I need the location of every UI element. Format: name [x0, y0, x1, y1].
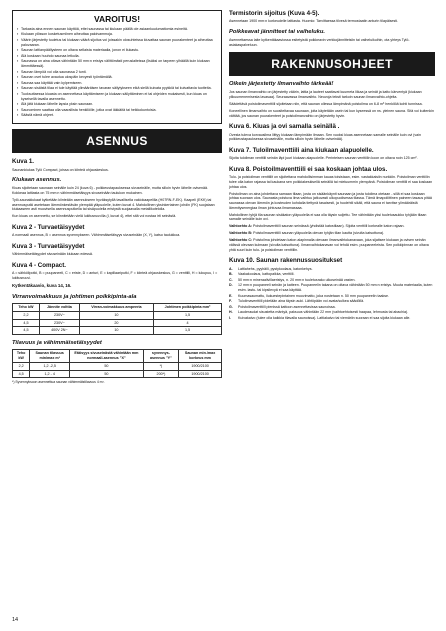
wire-table-title: Virranvoimakkuus ja johtimen poikkipinta-ala: [12, 293, 137, 300]
table-cell: 400V 2N~: [39, 327, 79, 335]
alternative-b: [229, 231, 435, 236]
kuva8-p3: Mahdollinen tyhjä tila saunan sisäkaton yläpuolella ei saa olla täysin suljettu. Tee vähintään yksi tuuletusaukko tyhjään tilaan samalle seinälle kuin ovi.: [229, 212, 427, 222]
ilmanvaihto-heading: Oikein järjestetty ilmanvaihto tärkeää!: [229, 81, 334, 88]
warning-item: ▪ Saunassa on aina oltava vähintään 50 mm:n eristys välittömästi peruslaiteissa (lisäksi on tarpeen ylhäällä kuin kiukaan lämmittäessä).: [17, 59, 217, 68]
item-letter: E.: [229, 293, 233, 298]
item-letter: D.: [229, 283, 233, 288]
wiring-diagram-ref: Kytkentäkaavio, kuva 14, 16.: [12, 283, 72, 289]
table-cell: 4,5: [13, 327, 40, 335]
item-letter: F.: [229, 299, 232, 304]
kuva7-heading: Kuva 7. Tuloilmaventtiili aina kiukaan alapuolelle.: [229, 146, 374, 154]
kiukaan-asennus-p1: Kiuas sijoitetaan saunaan seinälle kuin 24 (kuva 6) - poikkeustapauksessa sivuseinälle, mutta silloin hyvin lähelle ovisenää. Kokkeaa lattiasta on 75 mm:n vähimmäisetäisyys sivuseinään taulukon mukainen.: [12, 186, 208, 195]
item-text: Poistoilmaventtiili pienissä kattoon asennettavissa saunoissa.: [238, 304, 336, 309]
table-cell: 230V~: [39, 311, 79, 319]
column-header: Johtimen poikkipinta mm²: [154, 304, 222, 312]
column-header: Etäisyys sivuseinästä vähintään mm normaali-asennus "X": [70, 350, 144, 362]
termistor-heading: Termistorin sijoitus (Kuva 4-5).: [229, 10, 320, 17]
warning-title: VAROITUS!: [93, 14, 141, 24]
ilmanvaihto-p2: Säädettävä poistoilmaventtiili sijoitetaan niin, että saunan ollessa lämpimänä poistoilma on 6-8 m³ henkilöä kohti tunnissa.: [229, 102, 423, 107]
kuva6-text: Ovesta tuleva korvausilma liittyy kiukaan lämpimään ilmaan. Sen vuoksi kiuas asennetaan samalle seinälle kuin ovi (vain poikkeustapauksessa sivuseinälle, mutta silloin hyvin lähelle oviseinää).: [229, 132, 421, 142]
table-cell: 1,2 - 4: [30, 370, 70, 378]
kuva2-heading: Kuva 2 - Turvaetäisyydet: [12, 223, 85, 231]
item-letter: H.: [229, 310, 233, 315]
alternative-a-label: Vaihtoehto A:: [229, 224, 253, 229]
space-table-footnote: *) Syvennyksoon asennettua saunan vähimmäistilavuus 4 m³.: [12, 380, 105, 385]
kuva1-text: Saunankiukas Tylö Compact, joissa on kiinteä ohjauskeskus.: [12, 167, 109, 172]
warning-item: ▪ Älä jätä kiukaan lähelle lapsia yksin saunaan.: [17, 102, 217, 107]
alternative-b-text: Poistoilmaventtiili saunan yläpuolella olevan tyhjän tilan kautta (sivulta katsottuna).: [253, 231, 385, 236]
table-cell: 10: [79, 327, 153, 335]
list-item: [229, 305, 435, 310]
column-header: Teho kW: [13, 304, 40, 312]
alternative-c: [229, 238, 435, 252]
warning-item: ▪ Saunan ovet tulee avautua ulospäin kevyesti työntämällä.: [17, 75, 217, 80]
recommendations-list: [229, 267, 435, 321]
warning-item: ▪ Väärin järjestetty tuuletus tai kiukaan väärä sijoitus voi joissakin olosuhteissa kiuvattaa saunan puurakenteet ja aiheuttaa palovaaran.: [17, 38, 217, 47]
list-item: [229, 283, 435, 292]
table-row: [13, 319, 222, 327]
kiukaan-asennus-p2: Tylö-saunakiukaat kytketään kiinteään asennukseen hyväksytyllä tavallisella vakiokaapelilla (H07RN-F-EK). Kaapeli (EKK) tai asennusputki asetetaan lämmönkestävän ylempää yläpuolelle, kuten kuvat 4. Mahdollinen yksinkertainen johdin (FK) suojataan kiukaaseen asti muovisella asennusputkella tai sisäpuolella eristystä suojaavalla metallikotelolla.: [12, 197, 215, 212]
ilmanvaihto-p1: Jos saunan ilmanvaihto on järjestetty väärin, lattia ja lauteet saattavat kuumeta liikaa ja seinät ja katto kärventyä (kiukaan ylikuumenemisesta lavasaa). Seuraavassa ilmanvaihto. Neuvoja teksti tarkoin saunan ilmanvaihto-ohjeita.: [229, 90, 422, 99]
table-cell: 50: [70, 370, 144, 378]
alternative-b-label: Vaihtoehto B:: [229, 231, 253, 236]
kiukaan-asennus-p3: Kun kiuas on asennettu, se kiinnitetään vielä lukitusruuvilla (l, kuvat 4), ettei sitä voi nostaa irti seinästä.: [12, 214, 177, 219]
table-cell: *): [143, 362, 179, 370]
item-letter: I.: [229, 316, 231, 321]
warning-item: ▪ Saunan lattianpäällysteen on oltava sellaista materiaalia, jonon ei liukastu.: [17, 48, 217, 53]
column-header: Jännite volttia: [39, 304, 79, 312]
termistor-text: Asennetaan 1900 mm:n korkeudelle lattiasta. Huomio: Tarvittaessa tilvesä termostaatin anturin tilapäisesti.: [229, 19, 399, 24]
table-header-row: [13, 304, 222, 312]
warning-item: ▪ Saunan lämpöä voi olla saunassa 2 tunti.: [17, 70, 217, 75]
alternative-a: [229, 224, 435, 229]
item-letter: G.: [229, 304, 233, 309]
table-cell: 2,2: [13, 311, 40, 319]
item-text: Vaakakoolaus, kattopaikka, venttiili.: [238, 272, 295, 277]
kuva4-heading: Kuva 4 - Compact.: [12, 261, 66, 269]
table-row: [13, 370, 222, 378]
list-item: [229, 299, 435, 304]
list-item: [229, 267, 435, 272]
table-cell: 1,5: [154, 327, 222, 335]
item-letter: A.: [229, 266, 233, 271]
table-cell: 20: [79, 319, 153, 327]
column-header: Teho kW: [13, 350, 30, 362]
warning-item: ▪ Saunaa saa käyttää vain kylpemiseen.: [17, 81, 217, 86]
warning-item: ▪ Kiukaan ylösson kosketusmiinen aiheuttaa paloivammoja.: [17, 32, 217, 37]
item-text: Lattiahehs, pyyhäili, pystykoolaus, katonkehys.: [238, 266, 313, 271]
table-row: [13, 362, 222, 370]
kuva10-heading: Kuva 10. Saunan rakennussuositukset: [229, 257, 343, 265]
kuva4-text: A = sähkölipotki, B = puupaneeli, C = eriste, D = anturi, E = kapillaariputki, F = kiinteä ohjauskeskus, G = venttiili, H = lukupuu, I = lukitusruuvi.: [12, 271, 218, 280]
warning-box: [12, 10, 222, 124]
kuva3-heading: Kuva 3 - Turvaetäisyydet: [12, 242, 85, 250]
column-header: syvennys-asennus "Y": [143, 350, 179, 362]
rakennusohjeet-banner: RAKENNUSOHJEET: [229, 52, 435, 76]
table-cell: 2,2: [13, 362, 30, 370]
left-column: [12, 10, 222, 385]
table-cell: 50: [70, 362, 144, 370]
kuva8-p2: Poistoilman on aina johdettava samaan tilaan, josta on sisäänkäynti saunaan ja josta tuloilma otetaan - sillä ei saa koskaan johtaa suoraan ulos. Saunasta poistuva ilma vaihtuu jatkuvasti ulkopuolisessa tilassa. Tämä ilmapoliittinen paineen tasaus pitää saunassa olevan lämmön ja kosteuden kohdalla tiettynä tasaisesti, ja huolehtii sikäli, että sauna ei tarvitse ylimääräistä lämmitysenergiaa ilman johtuvaa ilmamassaa.: [229, 191, 432, 210]
table-cell: 1900/2100: [179, 362, 222, 370]
list-item: [229, 310, 435, 315]
list-item: [229, 316, 435, 321]
table-cell: 1,5: [154, 311, 222, 319]
column-header: Saunan tilavuus min/max m³: [30, 350, 70, 362]
kuva2-text: A normaali asennus, B = asennus syvennykseen. Vähimmäisetäisyys sivuseinään (X, Y), katso taulukkoa.: [12, 233, 181, 238]
alternative-a-text: Poistoilmaventtiili saunan seinässä (yhdistää katostilaan). Sijoita venttiili korkealle katon rajaan.: [253, 224, 405, 229]
table-cell: 200*): [143, 370, 179, 378]
alternative-c-label: Vaihtoehto C:: [229, 238, 253, 243]
warning-item: ▪ Saunan sisäistä tilaa ei tule käyttää ylimääräisen tavaran säilytykseen eikä siellä kuivata pyykkiä tai kuivattavia tuotteita.: [17, 86, 217, 91]
list-item: [229, 278, 435, 283]
item-text: 50 mm:n mineraalivillaeristys, n. 20 mm:n tuuletusrako ulkoseinää vasten.: [238, 277, 356, 282]
item-text: Lauderaudat sisustetta mäntyä, paksuus vähintään 22 mm (vaihtoehtoisesti haapaa, lehmusta tai abachia).: [238, 310, 409, 315]
warning-list: [17, 27, 217, 118]
wire-table: [12, 303, 222, 335]
item-text: Tuloilmaventtiili pidetään aina täysin auki. Lähtöpään voi avata/sulkea säädöllä.: [238, 299, 365, 304]
kiukaan-asennus-heading: Kiukaan asennus.: [12, 177, 62, 184]
ilmanvaihto-p3: Koneellinen ilmanvaihto on suositeltavaa saunaan, joita käytetään usein tai kun kyseessä on ns. yleinen sauna. Sitä voi kuitenkin välttää, jos saunan puurakenteet ja poistoilmanvaihto on järjestetty hyvin.: [229, 109, 434, 118]
poikkeavat-heading: Poikkeavat jännitteet tai vaiheluku.: [229, 29, 326, 36]
item-text: Kuivakaivo (tulee olla kaikkia tilavalla saunoissa). Lattiakaivo tai viemäriin suoraan ei saa sijoita kiukaan alle.: [238, 316, 411, 321]
table-cell: 10: [79, 311, 153, 319]
space-table: [12, 349, 222, 378]
table-cell: 230V~: [39, 319, 79, 327]
warning-item: ▪ Tarkasta aina ennen saunan käyttöä, ettei saunassa tai kiukaan päällä ole asiaankuulumattomia esineitä.: [17, 27, 217, 32]
warning-item: ▪ Tuoksuttaessa kiuasta on asennettava käyttämiseen ja kiukaan säilyttäminen ei tai ohjeiden mukaisesti, kun kiuas on kyseisellä tavalla asennettu.: [17, 92, 217, 101]
table-row: [13, 311, 222, 319]
table-cell: 4,5: [13, 319, 40, 327]
warning-item: ▪ Älä koskaan huuhdo saunaa letkulla.: [17, 54, 217, 59]
space-table-title: Tilavuus ja vähimmäisetäisyydet: [12, 339, 102, 346]
poikkeavat-text: Asennettaessa laite kytkentäkaaviossa esitetyistä poikkeavin verkkojännitteisiin tai vaiheluikuihin, ota yhteys Tylö-asiakaspalveluun.: [229, 37, 410, 47]
column-header: Virran-voimakkuus ampeeria: [79, 304, 153, 312]
asennus-banner: ASENNUS: [12, 129, 222, 153]
list-item: [229, 294, 435, 299]
table-cell: 4,5: [13, 370, 30, 378]
item-letter: C.: [229, 277, 233, 282]
table-cell: 4: [154, 319, 222, 327]
list-item: [229, 272, 435, 277]
table-row: [13, 327, 222, 335]
kuva6-heading: Kuva 6. Kiuas ja ovi samalla seinällä .: [229, 123, 340, 131]
item-letter: B.: [229, 272, 233, 277]
item-text: 12 mm:n puupaneeli seinän ja katteen. Puupaneelin takana on oltava vähintään 50 mm:n eristys. Muuta materiaalia, kuten esim. lastu- tai kipsilevyä ei saa käyttää.: [238, 283, 433, 293]
kuva1-heading: Kuva 1.: [12, 158, 35, 166]
right-column: [229, 10, 435, 322]
warning-item: ▪ Saunominen saattaa olla vaarallista henkilöille, jotka ovat iäkkäitä tai heikkokuntoisia.: [17, 108, 217, 113]
table-cell: 1,2 -2,5: [30, 362, 70, 370]
kuva8-p1: Tulo- ja poistoilman venttiilit on sijoitettava mahdollisimman kauas toisistaan, esim. vastakkaisiin nurkkiin. Poistoilman venttiilin tulee olla katon rajassa tai kaukana sen poikkiakeskisellä seinällä tai mieluummin ylempänä. Poistoilman venttiili ei saa koskaan johtaa ulos.: [229, 175, 433, 189]
warning-item: ▪ Säästä nämä ohjeet.: [17, 113, 217, 118]
kuva7-text: Sijoita tuloilman venttiili seinän läpi juuri kiukaan alapuolelle. Perinteisen saunan venttiilin koon on oltava noin 125 cm².: [229, 156, 418, 161]
table-header-row: [13, 350, 222, 362]
table-cell: 1900/2100: [179, 370, 222, 378]
kuva3-text: Vähimmäisetäisyydet sivuseinään kiukaan edessä.: [12, 252, 93, 257]
alternative-c-text: Poistoilma johdetaan katon alapinnalla olevaan ilmanvaihtokanavaan, joka sijaitsee kiukaan ja ovisen seinän välissä olevaan kulmaan (sivulta katsottuna). Ilmanvaihtokanavan voi tehdä esim. puupaneeleista. Sen poikkipinnan on oltava yhtä suuri kuin tulo- ja poistoilman venttiilin.: [229, 238, 429, 252]
item-text: Kuumasaumattu, liukuestepintainen muovimatto, joka nostetaan n. 50 mm puupaneelin taakse.: [238, 293, 390, 298]
page-number: 14: [12, 617, 19, 623]
column-header: Saunan min./max korkeus mm: [179, 350, 222, 362]
kuva8-heading: Kuva 8. Poistoilmaventtiili ei saa koskaan johtaa ulos.: [229, 166, 388, 174]
